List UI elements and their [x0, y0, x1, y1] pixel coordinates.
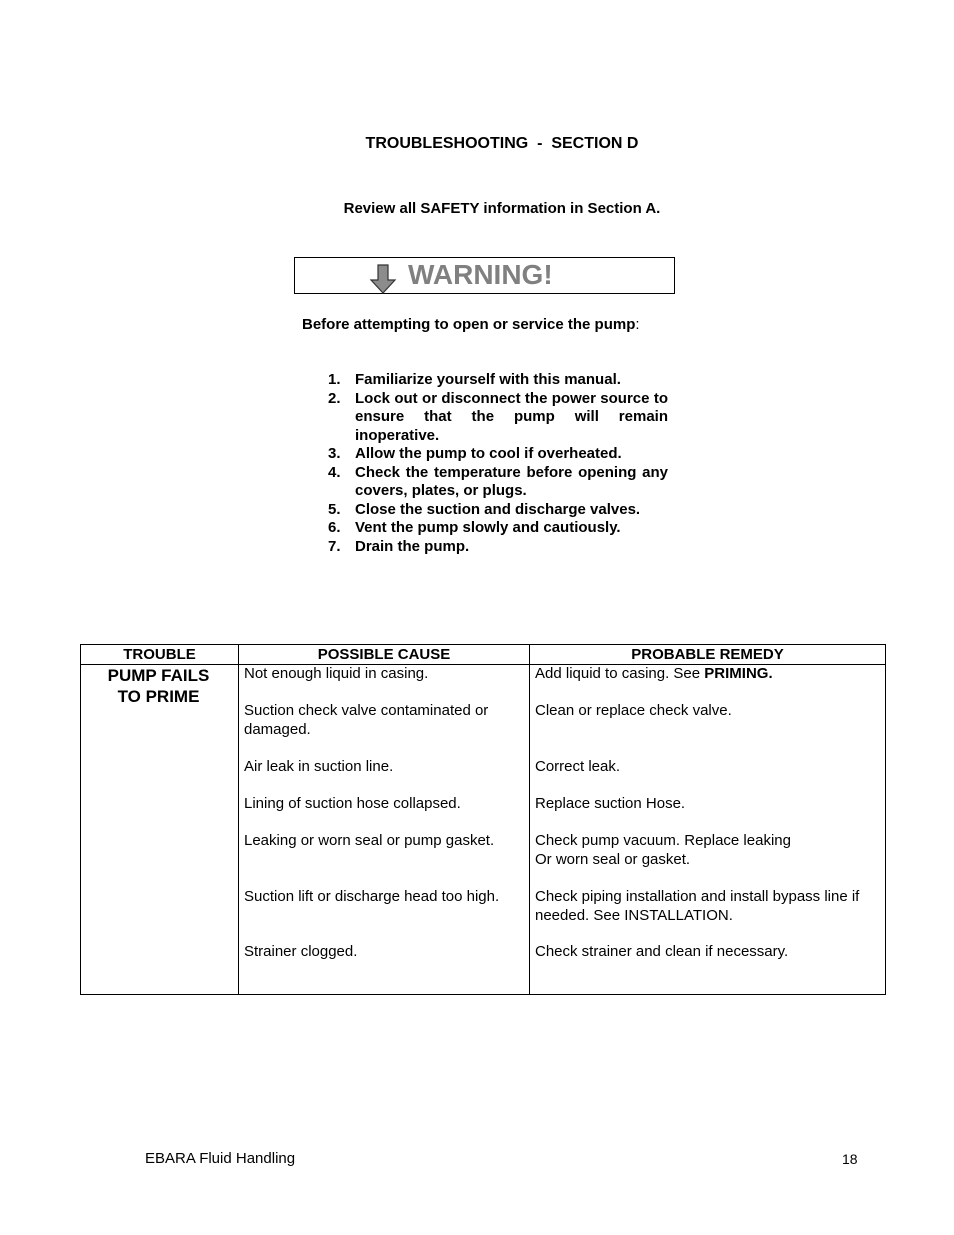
safety-step: 7. Drain the pump. — [328, 537, 470, 555]
cause-item: Suction lift or discharge head too high. — [244, 888, 500, 905]
column-header-trouble: TROUBLE — [81, 645, 239, 665]
warning-intro-text: Before attempting to open or service the pump — [302, 316, 636, 333]
safety-step: 1. Familiarize yourself with this manual. — [328, 371, 621, 388]
remedy-item: Check piping installation and install bypass line if needed. See INSTALLATION. — [535, 888, 860, 924]
safety-step: 3. Allow the pump to cool if overheated. — [328, 445, 622, 462]
table-row — [81, 665, 886, 995]
trouble-cell — [81, 665, 239, 995]
column-header-cause: POSSIBLE CAUSE — [239, 645, 530, 665]
column-header-remedy: PROBABLE REMEDY — [530, 645, 886, 665]
remedy-item: Add liquid to casing. See PRIMING. — [535, 665, 773, 682]
remedy-item: Correct leak. — [535, 758, 621, 775]
trouble-label: PUMP FAILS TO PRIME — [107, 666, 210, 706]
remedies-cell — [530, 665, 886, 995]
footer-company: EBARA Fluid Handling — [145, 1150, 296, 1167]
warning-intro-suffix: : — [635, 316, 640, 333]
remedy-item: Check pump vacuum. Replace leaking Or worn seal or gasket. — [535, 832, 791, 868]
remedy-item: Check strainer and clean if necessary. — [535, 943, 789, 960]
remedy-item: Replace suction Hose. — [535, 795, 686, 812]
safety-steps-list — [328, 371, 668, 556]
safety-step: 4. Check the temperature before opening any covers, plates, or plugs. — [328, 463, 668, 499]
safety-step: 5. Close the suction and discharge valves. — [328, 500, 641, 518]
safety-step: 6. Vent the pump slowly and cautiously. — [328, 519, 621, 536]
warning-banner — [294, 257, 675, 294]
page-title: TROUBLESHOOTING - SECTION D — [365, 135, 639, 152]
causes-cell — [239, 665, 530, 995]
cause-item: Air leak in suction line. — [244, 758, 394, 775]
warning-label: WARNING! — [408, 259, 553, 290]
cause-item: Leaking or worn seal or pump gasket. — [244, 832, 495, 849]
down-arrow-icon — [369, 264, 397, 294]
warning-intro — [302, 315, 667, 334]
safety-step: 2. Lock out or disconnect the power source to ensure that the pump will remain inoperative. — [328, 389, 668, 444]
table-header-row — [81, 645, 886, 665]
cause-item: Not enough liquid in casing. — [244, 665, 429, 682]
troubleshooting-table — [80, 644, 886, 995]
remedy-item: Clean or replace check valve. — [535, 702, 732, 719]
cause-item: Strainer clogged. — [244, 943, 358, 960]
page-number: 18 — [842, 1151, 858, 1167]
safety-review-note: Review all SAFETY information in Section A. — [343, 200, 661, 217]
cause-item: Suction check valve contaminated or damaged. — [244, 702, 489, 738]
cause-item: Lining of suction hose collapsed. — [244, 795, 461, 812]
